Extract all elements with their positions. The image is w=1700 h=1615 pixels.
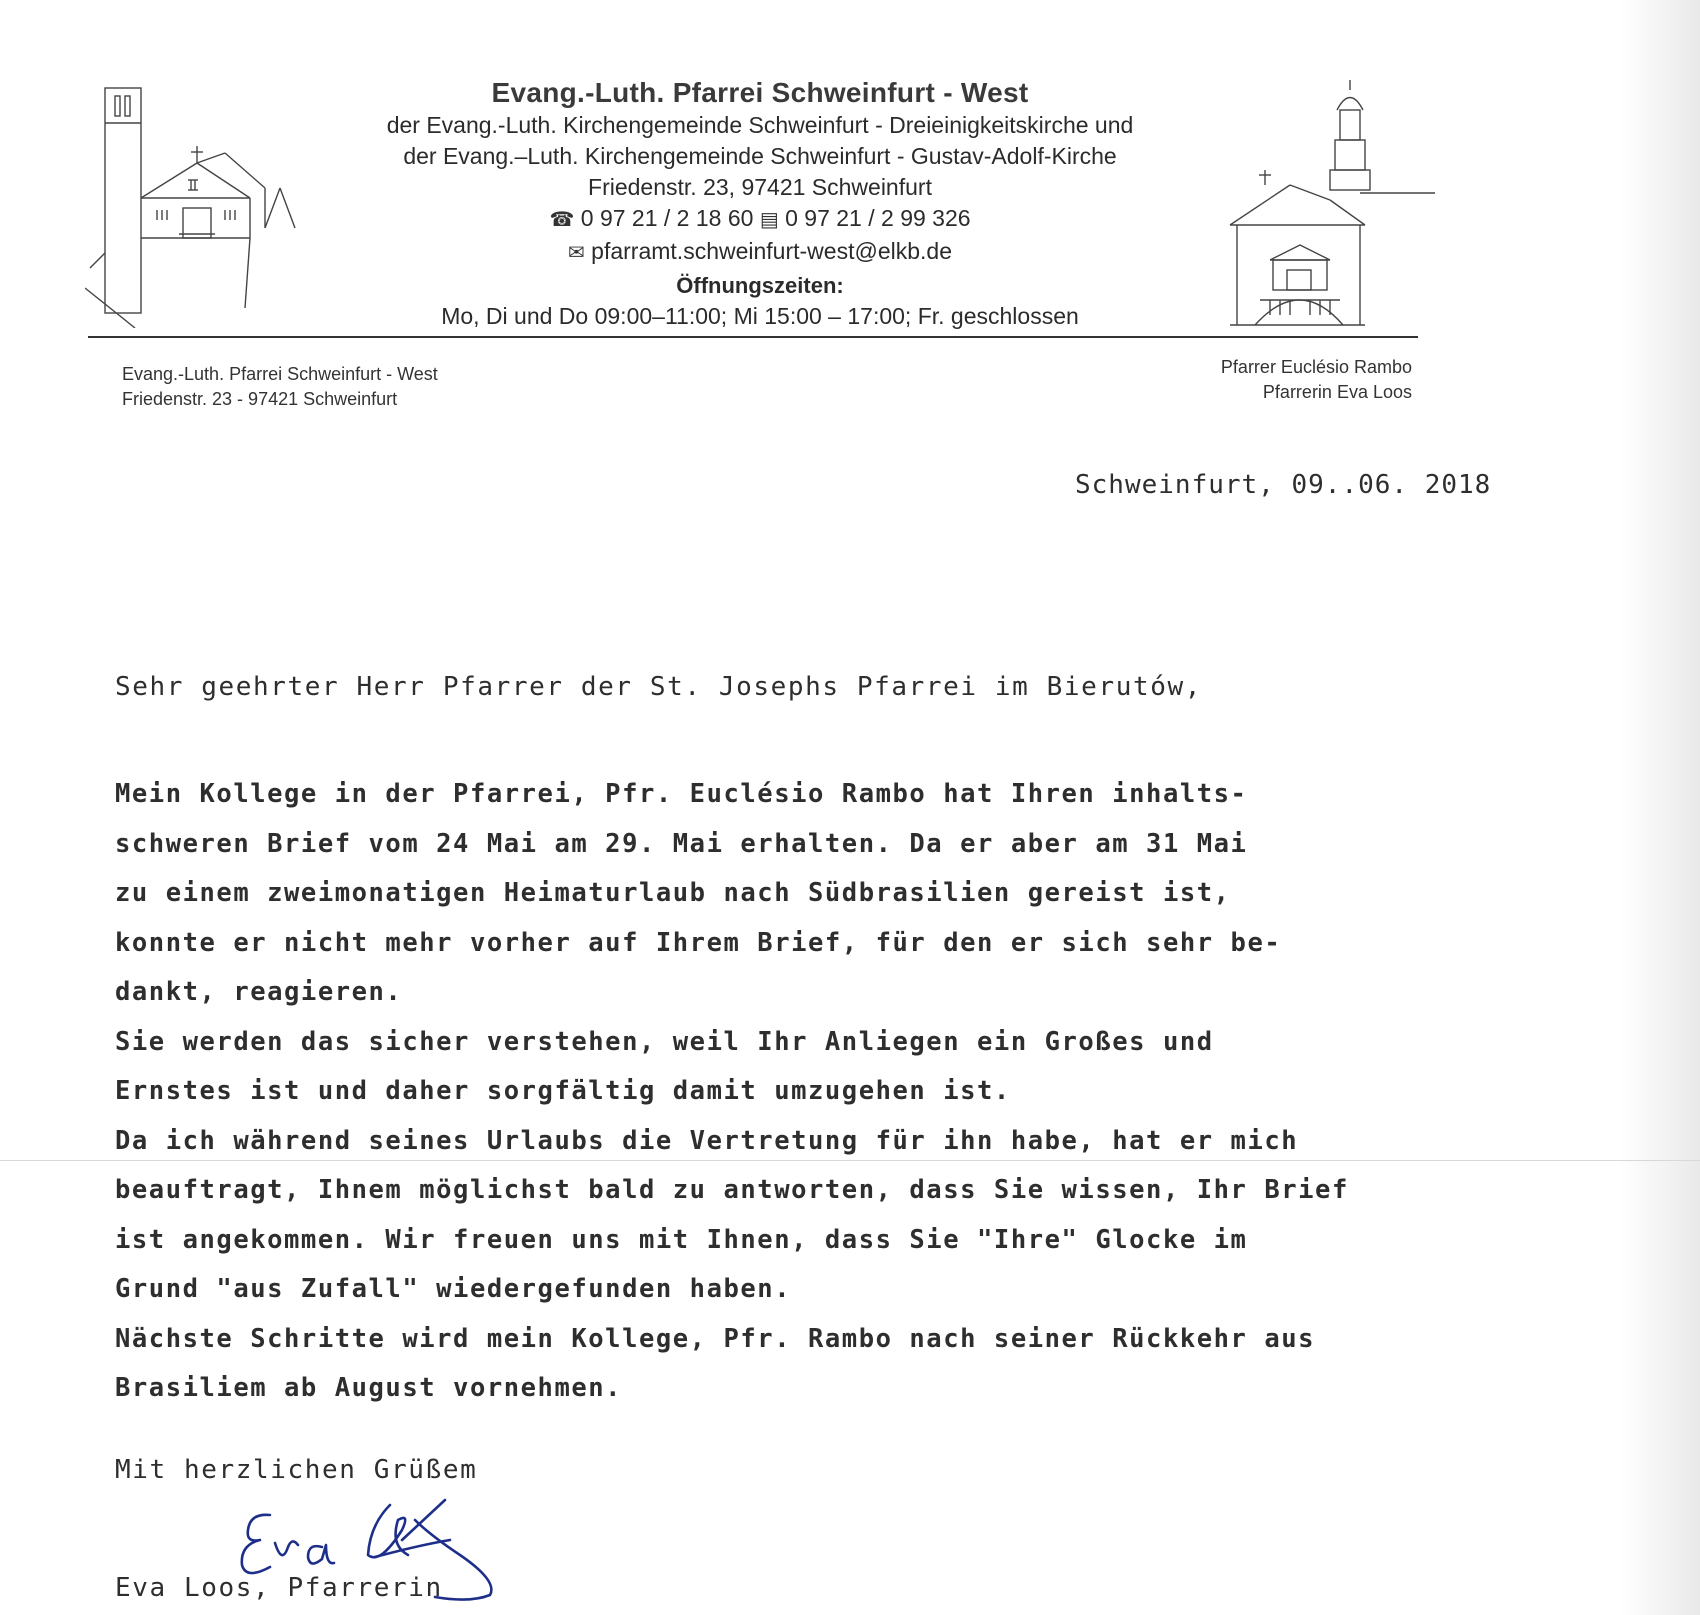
letterhead-title: Evang.-Luth. Pfarrei Schweinfurt - West [491, 77, 1029, 108]
phone-icon: ☎ [549, 209, 575, 231]
letterhead-line-2: der Evang.–Luth. Kirchengemeinde Schweinfurt - Gustav-Adolf-Kirche [403, 143, 1117, 169]
letter-date: Schweinfurt, 09..06. 2018 [1075, 470, 1492, 500]
body-line: Mein Kollege in der Pfarrei, Pfr. Euclésio Rambo hat Ihren inhalts- [115, 779, 1248, 809]
scan-edge-shadow [1620, 0, 1700, 1615]
church-drawing-right-icon [1225, 75, 1435, 335]
signer-name: Eva Loos, Pfarrerin [115, 1573, 443, 1603]
letterhead-email-row [330, 236, 1190, 269]
letterhead-line-1: der Evang.-Luth. Kirchengemeinde Schweinfurt - Dreieinigkeitskirche und [386, 112, 1134, 138]
letterhead [330, 76, 1190, 331]
body-line: Nächste Schritte wird mein Kollege, Pfr. Rambo nach seiner Rückkehr aus [115, 1323, 1316, 1354]
opening-hours-label: Öffnungszeiten: [676, 273, 844, 298]
letterhead-address: Friedenstr. 23, 97421 Schweinfurt [588, 174, 932, 200]
letter-body [115, 770, 1349, 1414]
body-line: konnte er nicht mehr vorher auf Ihrem Brief, für den er sich sehr be- [115, 927, 1282, 958]
fax-number: 0 97 21 / 2 99 326 [785, 205, 971, 231]
body-line: schweren Brief vom 24 Mai am 29. Mai erhalten. Da er aber am 31 Mai [115, 828, 1248, 859]
body-line: beauftragt, Ihnem möglichst bald zu antworten, dass Sie wissen, Ihr Brief [115, 1175, 1349, 1205]
sender-address [122, 362, 438, 412]
pastor-2: Pfarrerin Eva Loos [1262, 382, 1412, 402]
pastors-block [1150, 355, 1412, 405]
sender-line-1: Evang.-Luth. Pfarrei Schweinfurt - West [122, 364, 438, 384]
sender-line-2: Friedenstr. 23 - 97421 Schweinfurt [122, 389, 398, 409]
email-address: pfarramt.schweinfurt-west@elkb.de [591, 238, 952, 264]
pastor-1: Pfarrer Euclésio Rambo [1220, 357, 1412, 377]
body-line: Sie werden das sicher verstehen, weil Ihr Anliegen ein Großes und [115, 1026, 1214, 1057]
body-line: zu einem zweimonatigen Heimaturlaub nach Südbrasilien gereist ist, [115, 878, 1231, 908]
opening-hours: Mo, Di und Do 09:00–11:00; Mi 15:00 – 17:00; Fr. geschlossen [441, 303, 1079, 329]
phone-number: 0 97 21 / 2 18 60 [580, 205, 754, 231]
body-line: Brasiliem ab August vornehmen. [115, 1373, 623, 1403]
letterhead-phone-fax [330, 203, 1190, 236]
salutation: Sehr geehrter Herr Pfarrer der St. Josephs Pfarrei im Bierutów, [115, 672, 1202, 702]
letterhead-rule [88, 336, 1418, 338]
body-line: ist angekommen. Wir freuen uns mit Ihnen, dass Sie "Ihre" Glocke im [115, 1224, 1248, 1255]
body-line: Grund "aus Zufall" wiedergefunden haben. [115, 1274, 792, 1304]
body-line: dankt, reagieren. [115, 977, 403, 1007]
church-drawing-left-icon [85, 78, 335, 328]
fax-icon: ▤ [759, 209, 779, 231]
closing: Mit herzlichen Grüßem [115, 1455, 478, 1485]
body-line: Ernstes ist und daher sorgfältig damit umzugehen ist. [115, 1076, 1011, 1106]
body-line: Da ich während seines Urlaubs die Vertretung für ihn habe, hat er mich [115, 1125, 1299, 1156]
email-icon: ✉ [568, 242, 585, 264]
